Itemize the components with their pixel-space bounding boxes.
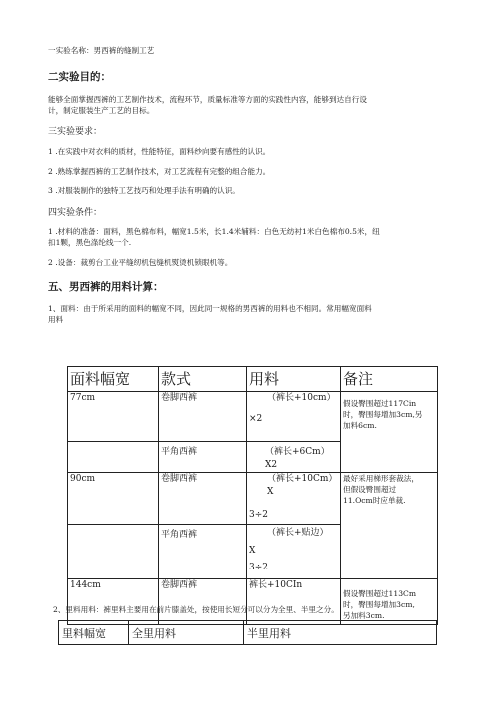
use-line: ×2: [249, 414, 263, 424]
use-line: （裤长+10cm）: [267, 393, 336, 403]
table-cell: 平角西裤: [159, 525, 247, 579]
table-cell: 平角西裤: [159, 442, 247, 473]
note-cell: [341, 473, 438, 579]
note-line: 时，臀围每增加3cm,另: [343, 410, 423, 419]
list-item: 2 .设备：裁剪台工业平缝纫机包缝机熨烫机锁眼机等。: [48, 258, 233, 267]
table-cell: [247, 392, 341, 442]
note-line: 另加料3cm.: [343, 611, 385, 620]
header-cell: 备注: [341, 367, 438, 392]
section-heading-conditions: 四实验条件：: [48, 208, 103, 218]
use-line: （裤长+10Cm）X: [267, 474, 338, 497]
section-heading-goal: 二实验目的：: [48, 71, 111, 83]
note-line: 但假设臀围超过: [343, 485, 397, 494]
paragraph-line: 计，制定服装生产工艺的目标。: [48, 106, 155, 115]
paragraph-line: 2、里料用料：裤里料主要用在前片膝盖处，按使用长短分可以分为全里、半里之分。: [53, 605, 339, 614]
list-item: 1 .在实践中对衣料的质材，性能特征，面料纱向要有感性的认识。: [48, 147, 271, 156]
fabric-usage-table: [67, 366, 438, 625]
lining-usage-table: [58, 620, 437, 645]
list-item: 3 .对服装制作的独特工艺技巧和处理手法有明确的认识。: [48, 186, 240, 195]
list-item: 2 .熟练掌握西裤的工艺制作技术，对工艺流程有完整的组合能力。: [48, 167, 271, 176]
experiment-name: 一实验名称：男西裤的缝制工艺: [48, 46, 155, 55]
note-line: 假设臀围超过113Cm: [343, 589, 417, 598]
use-line: （裤长+贴边）: [267, 528, 329, 538]
note-cell: [341, 392, 438, 473]
list-item: 扣1颗，黑色涤纶线一个.: [48, 238, 132, 247]
use-line: 3÷2: [249, 510, 268, 520]
header-cell: 款式: [159, 367, 247, 392]
note-cell: [341, 579, 438, 625]
header-cell: 用料: [247, 367, 341, 392]
table-cell: [68, 525, 159, 579]
note-line: 时，臀围每增加3cm,: [343, 600, 415, 609]
use-line: X: [249, 546, 256, 556]
header-cell: 全里用料: [129, 621, 244, 645]
note-line: 加料6cm.: [343, 421, 377, 430]
table-cell: [247, 473, 341, 525]
note-line: 假设臀围超过117Cin: [343, 399, 417, 408]
table-cell: [247, 525, 341, 579]
table-cell: 卷脚西裤: [159, 392, 247, 442]
paragraph-line: 用料: [48, 315, 64, 324]
use-line: 3÷2: [249, 563, 268, 569]
paragraph-line: 1、面料：由于所采用的面料的幅宽不同，因此同一规格的男西裤的用料也不相同。常用幅宽面料: [48, 304, 372, 313]
table-cell: 90cm: [68, 473, 159, 525]
table-cell: 144cm: [68, 579, 159, 625]
note-line: 11.Ocm时应单裁.: [343, 496, 406, 505]
paragraph-line: 能够全面掌握西裤的工艺制作技术，流程环节，质量标准等方面的实践性内容，能够到达自行设: [48, 95, 367, 104]
note-line: 最好采用梯形套裁法，: [343, 474, 419, 483]
table-cell: 卷脚西裤: [159, 579, 247, 625]
table-cell: 77cm: [68, 392, 159, 442]
table-cell: [68, 442, 159, 473]
table-cell: 卷脚西裤: [159, 473, 247, 525]
table-cell: 裤长+10CIn: [247, 579, 341, 625]
header-cell: 半里用料: [244, 621, 437, 645]
header-cell: 里料幅宽: [59, 621, 129, 645]
table-cell: （裤长+6Cm）X2: [247, 442, 341, 473]
header-cell: 面料幅宽: [68, 367, 159, 392]
list-item: 1 .材料的准备：面料，黑色棉布料，幅宽1.5米，长1.4米辅料：白色无纺衬1米白色棉布0.5米，纽: [48, 227, 380, 236]
section-heading-requirements: 三实验要求：: [48, 127, 103, 137]
section-heading-fabric: 五、男西裤的用料计算：: [48, 281, 164, 293]
